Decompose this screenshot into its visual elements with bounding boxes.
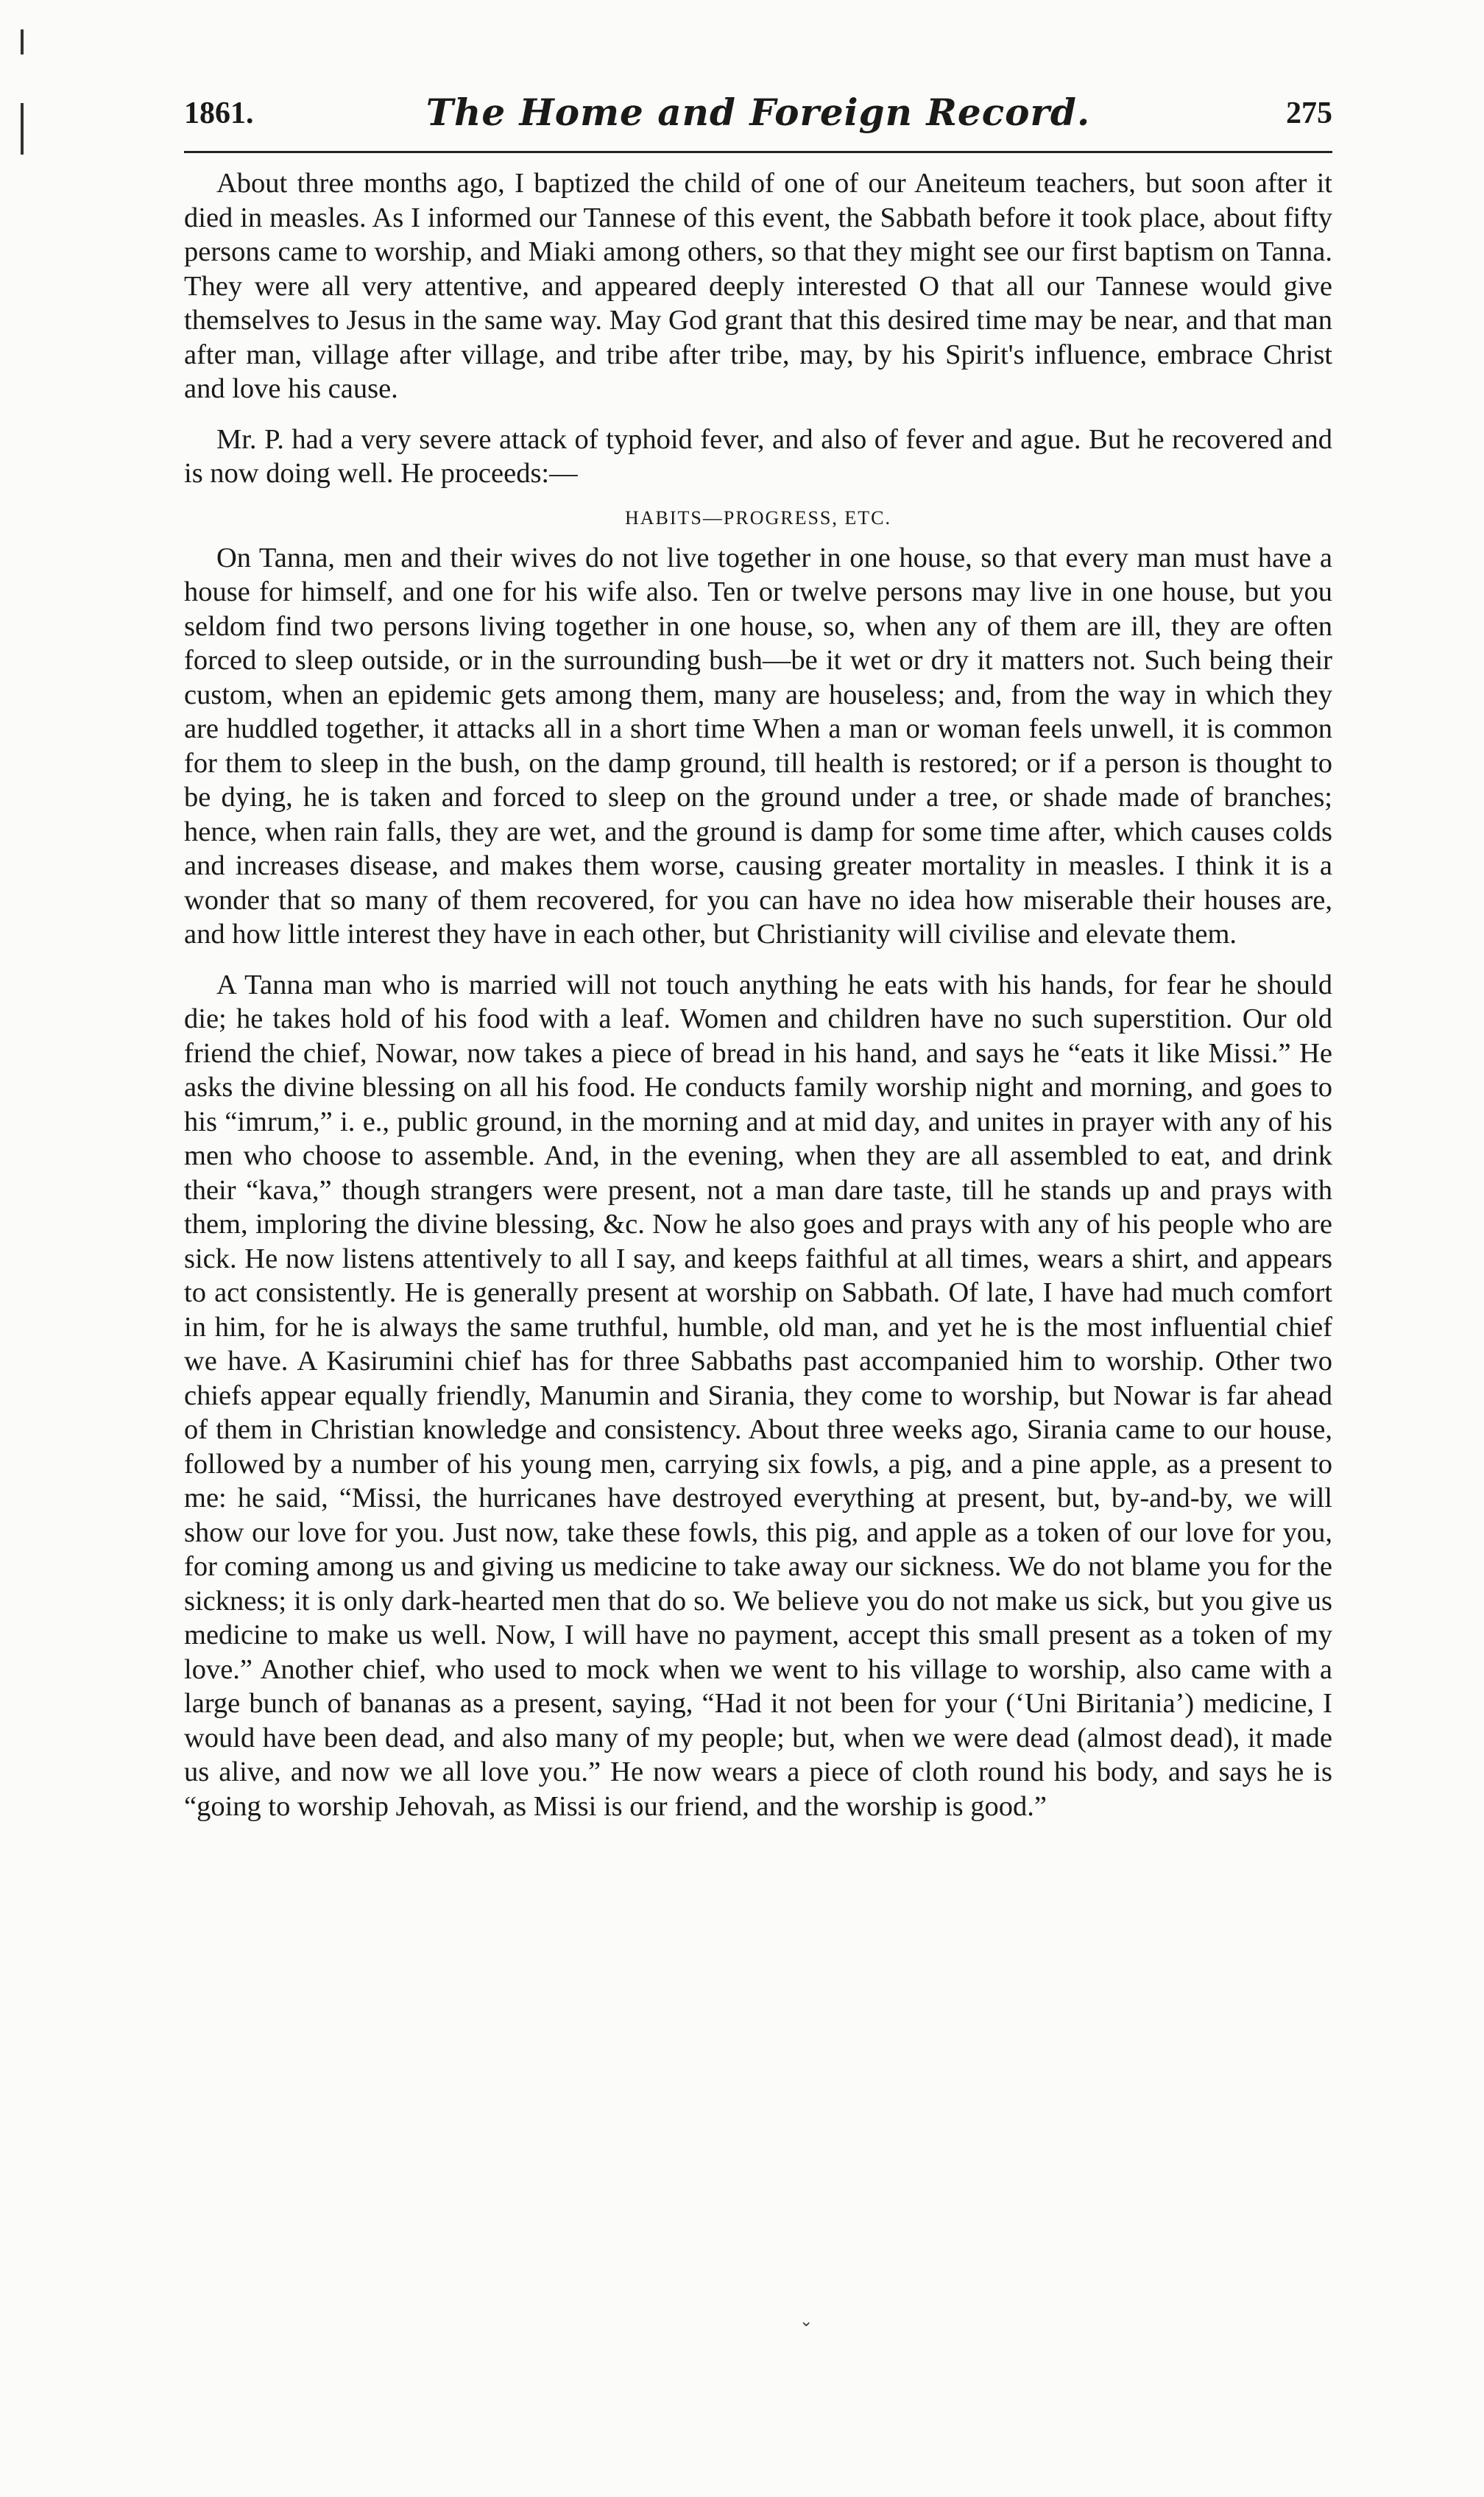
paragraph: About three months ago, I baptized the child of one of our Aneiteum teachers, but soon after it died in measles. As I informed our Tannese of this event, the Sabbath before it took place, about fifty persons came to worship, and Miaki among others, so that they might see our first baptism on Tanna. They were all very attentive, and appeared deeply interested O that all our Tannese would give themselves to Jesus in the same way. May God grant that this desired time may be near, and that man after man, village after village, and tribe after tribe, may, by his Spirit's influence, embrace Christ and love his cause. xyxy=(184,168,1332,404)
section-heading: HABITS—PROGRESS, ETC. xyxy=(625,506,891,529)
paragraph: On Tanna, men and their wives do not live together in one house, so that every man must have a house for himself, and one for his wife also. Ten or twelve persons may live in one house, but you seldom find two persons living together in one house, so, when any of them are ill, they are often forced to sleep outside, or in the surrounding bush—be it wet or dry it matters not. Such being their custom, when an epidemic gets among them, many are houseless; and, from the way in which they are huddled together, it attacks all in a short time When a man or woman feels unwell, it is common for them to sleep in the bush, on the damp ground, till health is restored; or if a person is thought to be dying, he is taken and forced to sleep on the ground under a tree, or shade made of branches; hence, when rain falls, they are wet, and the ground is damp for some time after, which causes colds and increases disease, and makes them worse, causing greater mortality in measles. I think it is a wonder that so many of them recovered, for you can have no idea how miserable their houses are, and how little interest they have in each other, but Christianity will civilise and elevate them. xyxy=(184,542,1332,950)
body-text xyxy=(184,166,1332,1823)
running-head xyxy=(184,85,1332,153)
header-year: 1861. xyxy=(184,96,254,130)
paragraph: Mr. P. had a very severe attack of typhoid fever, and also of fever and ague. But he recovered and is now doing well. He proceeds:— xyxy=(184,423,1332,489)
document-page xyxy=(184,85,1332,1840)
margin-mark xyxy=(21,29,24,54)
margin-mark xyxy=(21,103,24,155)
journal-title: The Home and Foreign Record. xyxy=(425,91,1091,134)
paragraph: A Tanna man who is married will not touch anything he eats with his hands, for fear he should die; he takes hold of his food with a leaf. Women and children have no such superstition. Our old friend the chief, Nowar, now takes a piece of bread in his hand, and says he “eats it like Missi.” He asks the divine blessing on all his food. He conducts family worship night and morning, and goes to his “imrum,” i. e., public ground, in the morning and at mid day, and unites in prayer with any of his men who choose to assemble. And, in the evening, when they are all assembled to eat, and drink their “kava,” though strangers were present, not a man dare taste, till he stands up and prays with them, imploring the divine blessing, &c. Now he also goes and prays with any of his people who are sick. He now listens attentively to all I say, and keeps faithful at all times, wears a shirt, and appears to act consistently. He is generally present at worship on Sabbath. Of late, I have had much comfort in him, for he is always the same truthful, humble, old man, and yet he is the most influential chief we have. A Kasirumini chief has for three Sabbaths past accompanied him to worship. Other two chiefs appear equally friendly, Manumin and Sirania, they come to worship, but Nowar is far ahead of them in Christian knowledge and consistency. About three weeks ago, Sirania came to our house, followed by a number of his young men, carrying six fowls, a pig, and a pine apple, as a present to me: he said, “Missi, the hurricanes have destroyed everything at present, but, by-and-by, we will show our love for you. Just now, take these fowls, this pig, and apple as a token of our love for you, for coming among us and giving us medicine to take away our sickness. We do not blame you for the sickness; it is only dark-hearted men that do so. We believe you do not make us sick, but you give us medicine to make us well. Now, I will have no payment, accept this small present as a token of my love.” Another chief, who used to mock when we went to his village to worship, also came with a large bunch of bananas as a present, saying, “Had it not been for your (‘Uni Biritania’) medicine, I would have been dead, and also many of my people; but, when we were dead (almost dead), it made us alive, and now we all love you.” He now wears a piece of cloth round his body, and says he is “going to worship Jehovah, as Missi is our friend, and the worship is good.” xyxy=(184,969,1332,1822)
page-speck: ⌄ xyxy=(799,2311,813,2330)
page-number: 275 xyxy=(1286,96,1332,130)
